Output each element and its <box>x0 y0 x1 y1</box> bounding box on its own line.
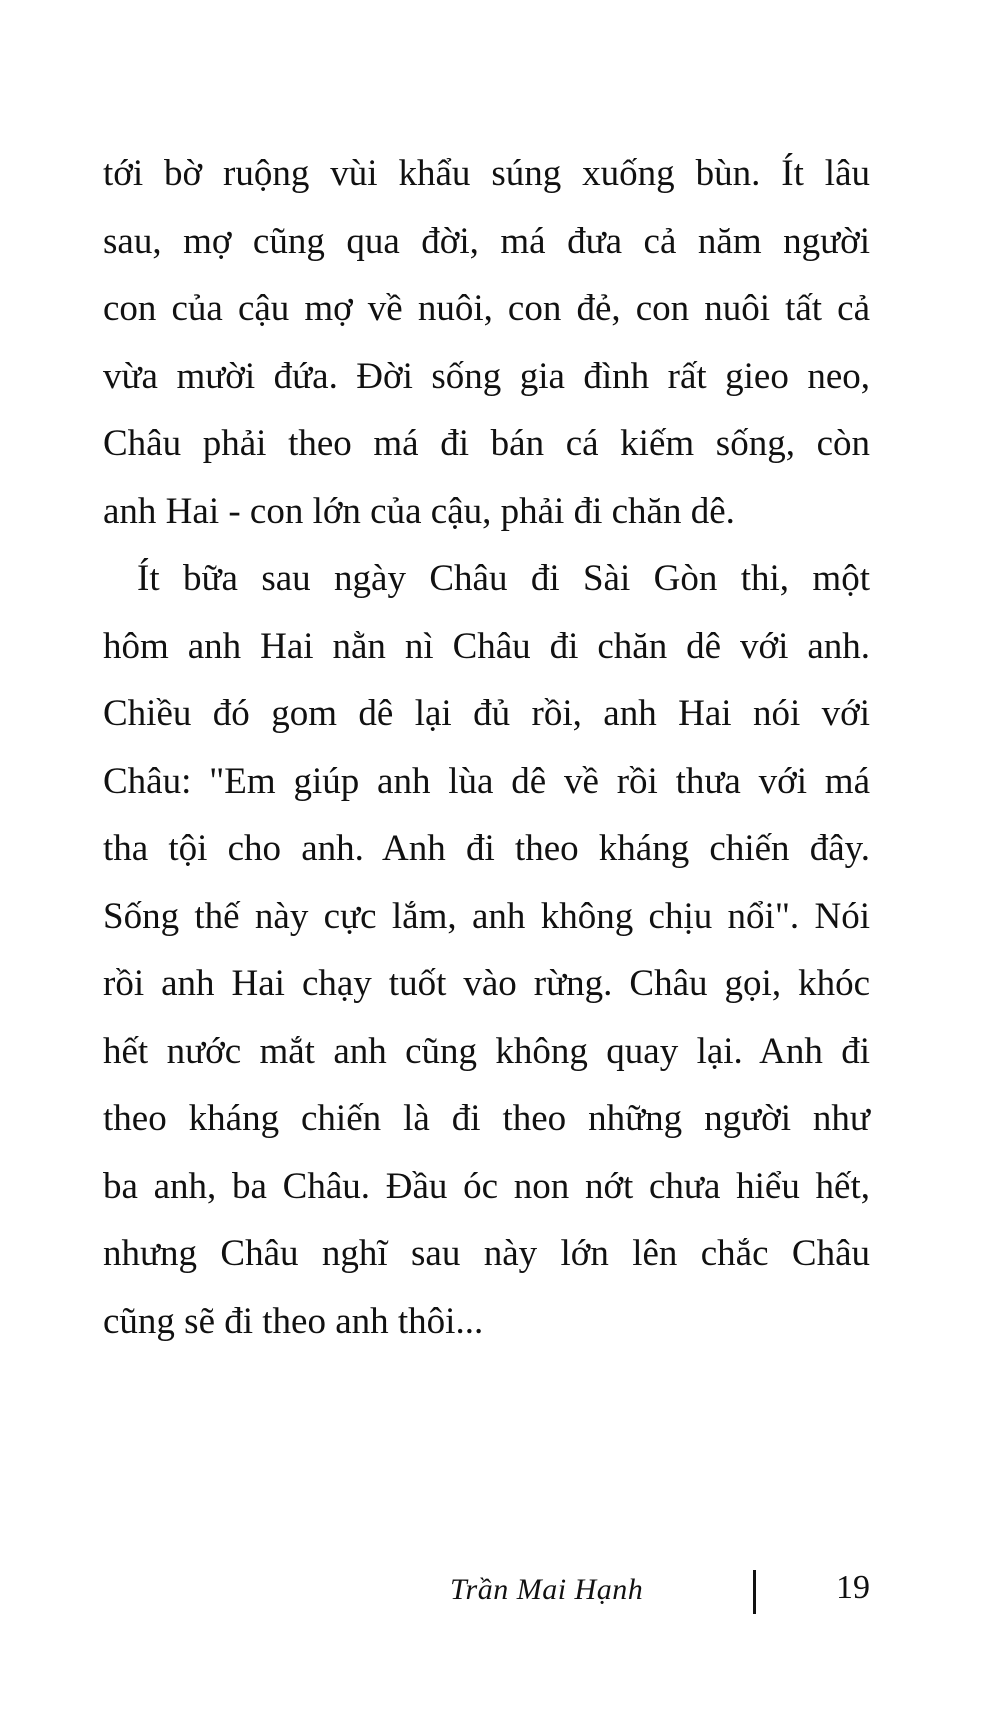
text-line: Châu phải theo má đi bán cá kiếm sống, còn <box>103 423 870 464</box>
text-line: Ít bữa sau ngày Châu đi Sài Gòn thi, một <box>137 558 870 599</box>
text-line: sau, mợ cũng qua đời, má đưa cả năm người <box>103 220 870 262</box>
paragraph <box>103 140 870 545</box>
text-line: vừa mười đứa. Đời sống gia đình rất gieo neo, <box>103 355 870 397</box>
text-line: tới bờ ruộng vùi khẩu súng xuống bùn. Ít lâu <box>103 153 870 194</box>
text-line: nhưng Châu nghĩ sau này lớn lên chắc Châu <box>103 1233 870 1274</box>
text-line: theo kháng chiến là đi theo những người như <box>103 1098 870 1139</box>
page-body-text <box>103 140 870 1355</box>
text-line: hết nước mắt anh cũng không quay lại. Anh đi <box>103 1030 870 1072</box>
text-line: Châu: "Em giúp anh lùa dê về rồi thưa với má <box>103 760 870 802</box>
page-number: 19 <box>836 1569 870 1606</box>
text-line: Chiều đó gom dê lại đủ rồi, anh Hai nói với <box>103 693 870 734</box>
footer-author: Trần Mai Hạnh <box>450 1573 644 1606</box>
page-footer <box>0 1565 1000 1625</box>
text-line: tha tội cho anh. Anh đi theo kháng chiến đây. <box>103 828 870 869</box>
text-line: ba anh, ba Châu. Đầu óc non nớt chưa hiểu hết, <box>103 1165 870 1207</box>
text-line: Sống thế này cực lắm, anh không chịu nổi". Nói <box>103 895 870 937</box>
text-line: hôm anh Hai nằn nì Châu đi chăn dê với anh. <box>103 625 870 667</box>
text-line: anh Hai - con lớn của cậu, phải đi chăn dê. <box>103 490 735 532</box>
text-line: con của cậu mợ về nuôi, con đẻ, con nuôi tất cả <box>103 288 870 329</box>
paragraph <box>103 545 870 1355</box>
text-line: cũng sẽ đi theo anh thôi... <box>103 1300 484 1342</box>
footer-divider <box>753 1570 756 1614</box>
text-line: rồi anh Hai chạy tuốt vào rừng. Châu gọi, khóc <box>103 963 870 1004</box>
